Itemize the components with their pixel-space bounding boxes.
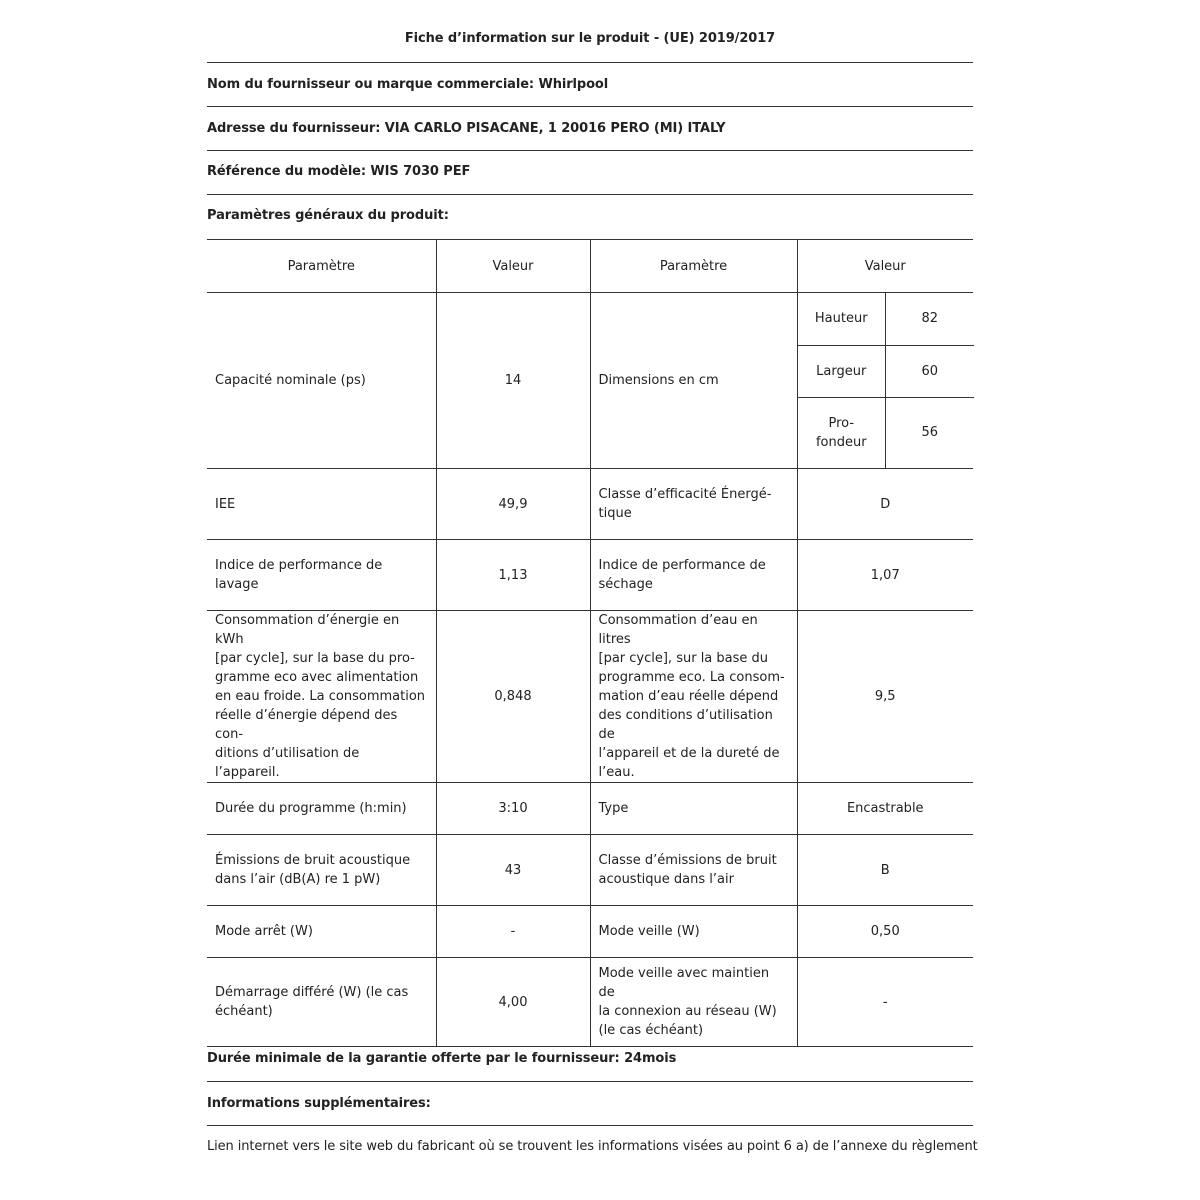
param-label-line: séchage — [598, 577, 653, 592]
param-label-line: Classe d’efficacité Énergé- — [598, 487, 772, 502]
header-parameter: Paramètre — [207, 240, 436, 293]
divider — [207, 1125, 973, 1126]
parameters-table — [207, 239, 973, 1047]
param-label-line: programme eco. La consom- — [598, 670, 785, 685]
dimension-height-label: Hauteur — [798, 293, 886, 345]
param-value: B — [797, 835, 973, 906]
param-label — [590, 906, 797, 958]
param-value: 3:10 — [436, 783, 590, 835]
param-label — [207, 958, 436, 1047]
divider — [207, 150, 973, 151]
manufacturer-link-text: Lien internet vers le site web du fabricant où se trouvent les informations visées au point 6 a) de l’annexe du règlement — [207, 1139, 978, 1154]
param-value: 1,13 — [436, 540, 590, 611]
param-value: 49,9 — [436, 469, 590, 540]
param-label-line: la connexion au réseau (W) — [598, 1004, 777, 1019]
param-value: 43 — [436, 835, 590, 906]
param-label-line: échéant) — [215, 1004, 273, 1019]
param-label-line: Indice de performance de — [598, 558, 766, 573]
param-value: Encastrable — [797, 783, 973, 835]
param-value: 9,5 — [797, 611, 973, 783]
param-label — [590, 835, 797, 906]
dimension-width-value: 60 — [886, 345, 974, 397]
param-value: D — [797, 469, 973, 540]
param-label — [207, 835, 436, 906]
value-capacity: 14 — [436, 293, 590, 469]
param-label-line: réelle d’énergie dépend des con- — [215, 708, 398, 742]
header-value: Valeur — [436, 240, 590, 293]
param-label-line: Type — [598, 801, 629, 816]
warranty-duration: Durée minimale de la garantie offerte par le fournisseur: 24mois — [207, 1051, 677, 1066]
table-row — [207, 293, 973, 469]
table-row — [207, 906, 973, 958]
param-label-line: ditions d’utilisation de l’appareil. — [215, 746, 360, 780]
param-label-line: Mode veille avec maintien de — [598, 966, 770, 1000]
param-label — [207, 906, 436, 958]
dimension-depth-label-line: fondeur — [815, 434, 867, 450]
param-label-line: IEE — [215, 496, 236, 512]
param-label-line: tique — [598, 506, 632, 521]
param-value: 0,848 — [436, 611, 590, 783]
param-label-line: (le cas échéant) — [598, 1023, 704, 1038]
dimension-depth-label — [798, 397, 886, 468]
param-label-line: Émissions de bruit acoustique — [215, 853, 411, 868]
divider — [207, 194, 973, 195]
model-reference: Référence du modèle: WIS 7030 PEF — [207, 164, 471, 179]
header-value: Valeur — [797, 240, 973, 293]
param-label — [590, 540, 797, 611]
param-label-line: l’appareil et de la dureté de — [598, 746, 780, 761]
divider — [207, 62, 973, 63]
param-label — [590, 783, 797, 835]
dimensions-values — [797, 293, 973, 469]
header-parameter: Paramètre — [590, 240, 797, 293]
param-value: 4,00 — [436, 958, 590, 1047]
table-body — [207, 469, 973, 1047]
param-label-line: des conditions d’utilisation de — [598, 708, 773, 742]
dimension-width-label: Largeur — [798, 345, 886, 397]
supplier-address: Adresse du fournisseur: VIA CARLO PISACANE, 1 20016 PERO (MI) ITALY — [207, 121, 726, 136]
divider — [207, 1081, 973, 1082]
param-label — [207, 783, 436, 835]
param-label-line: dans l’air (dB(A) re 1 pW) — [215, 872, 381, 887]
param-label-line: Mode veille (W) — [598, 924, 700, 939]
param-capacity: Capacité nominale (ps) — [207, 293, 436, 469]
param-label-line: Classe d’émissions de bruit — [598, 853, 777, 868]
table-row — [207, 783, 973, 835]
param-label-line: [par cycle], sur la base du — [598, 651, 769, 666]
document-title: Fiche d’information sur le produit - (UE) 2019/2017 — [404, 31, 776, 46]
param-label — [207, 540, 436, 611]
param-label-line: en eau froide. La consommation — [215, 689, 426, 704]
table-row — [207, 540, 973, 611]
param-value: 0,50 — [797, 906, 973, 958]
supplier-name: Nom du fournisseur ou marque commerciale: Whirlpool — [207, 77, 609, 92]
dimension-depth-value: 56 — [921, 425, 939, 441]
param-label-line: Durée du programme (h:min) — [215, 801, 407, 816]
param-value: - — [436, 906, 590, 958]
table-row — [207, 835, 973, 906]
table-row — [207, 469, 973, 540]
dimension-depth-label-line: Pro- — [828, 415, 855, 431]
divider — [207, 106, 973, 107]
param-value: - — [797, 958, 973, 1047]
param-label-line: [par cycle], sur la base du pro- — [215, 651, 415, 666]
table-row — [207, 958, 973, 1047]
param-value: 1,07 — [797, 540, 973, 611]
param-label — [207, 611, 436, 783]
param-label-line: acoustique dans l’air — [598, 872, 734, 887]
param-label-line: Indice de performance de lavage — [215, 558, 383, 592]
param-label-line: Consommation d’eau en litres — [598, 613, 758, 647]
dimensions-subtable — [798, 293, 974, 468]
table-row — [207, 611, 973, 783]
param-label-line: Démarrage différé (W) (le cas — [215, 985, 409, 1000]
table-header-row — [207, 240, 973, 293]
general-params-heading: Paramètres généraux du produit: — [207, 208, 449, 223]
param-label — [590, 469, 797, 540]
param-label-line: Consommation d’énergie en kWh — [215, 613, 400, 647]
param-label-line: mation d’eau réelle dépend — [598, 689, 779, 704]
additional-info-heading: Informations supplémentaires: — [207, 1096, 431, 1111]
param-label-line: gramme eco avec alimentation — [215, 670, 419, 685]
param-dimensions: Dimensions en cm — [590, 293, 797, 469]
param-label-line: l’eau. — [598, 765, 635, 780]
param-label — [590, 611, 797, 783]
dimension-height-value: 82 — [886, 293, 974, 345]
param-label-line: Mode arrêt (W) — [215, 924, 313, 939]
param-label — [207, 469, 436, 540]
param-label — [590, 958, 797, 1047]
